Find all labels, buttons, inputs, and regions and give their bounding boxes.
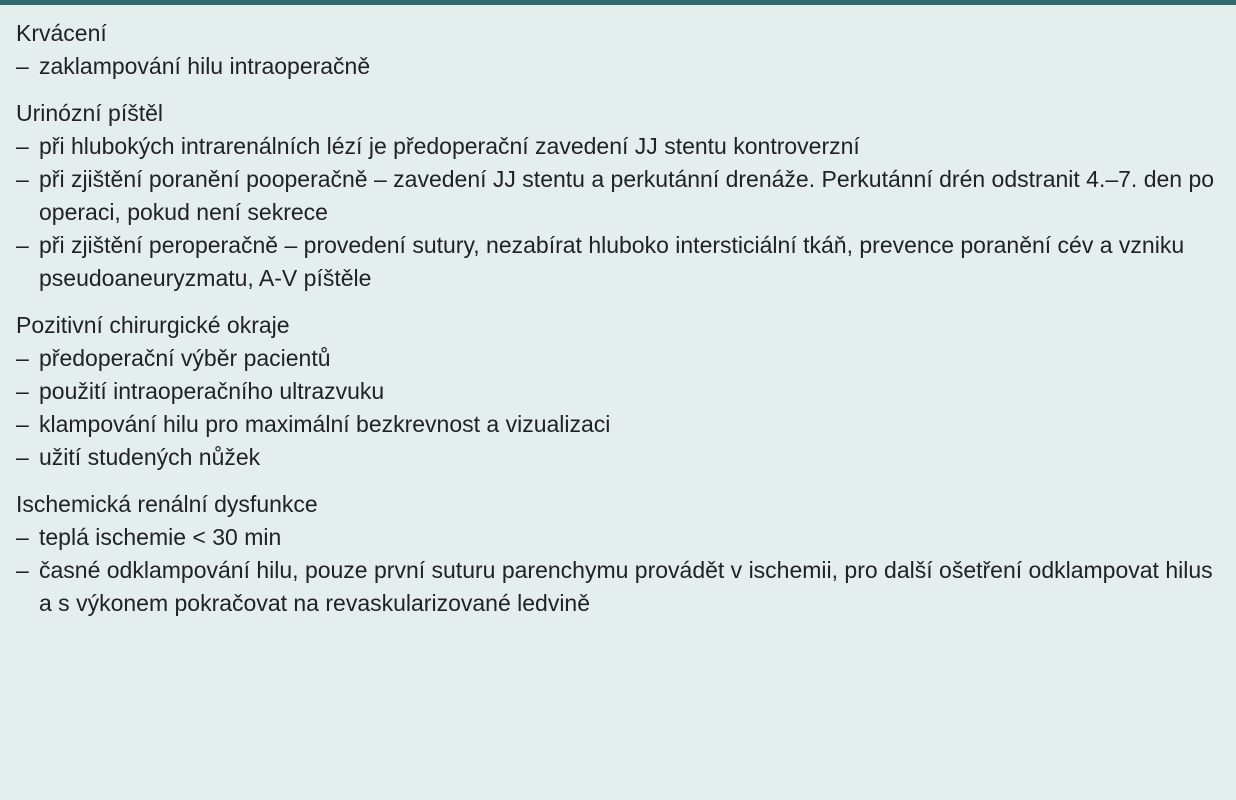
list-item-text: teplá ischemie < 30 min bbox=[39, 524, 282, 550]
dash-bullet: – bbox=[16, 444, 29, 470]
dash-bullet: – bbox=[16, 345, 29, 371]
dash-bullet: – bbox=[16, 557, 29, 583]
section-heading: Krvácení bbox=[16, 20, 107, 46]
list-item bbox=[16, 375, 1218, 408]
section-bleeding bbox=[16, 17, 1218, 83]
list-item-text: zaklampování hilu intraoperačně bbox=[39, 53, 371, 79]
list-item-text: časné odklampování hilu, pouze první suturu parenchymu provádět v ischemii, pro další ošetření odklampovat hilus a s výkonem pokračovat na revaskularizované ledvině bbox=[39, 557, 1213, 616]
dash-bullet: – bbox=[16, 378, 29, 404]
list-item-text: užití studených nůžek bbox=[39, 444, 261, 470]
list-item-text: klampování hilu pro maximální bezkrevnost a vizualizaci bbox=[39, 411, 611, 437]
dash-bullet: – bbox=[16, 232, 29, 258]
list-item bbox=[16, 342, 1218, 375]
list-item bbox=[16, 229, 1218, 295]
section-urinary-fistula bbox=[16, 97, 1218, 295]
section-ischemic-dysfunction bbox=[16, 488, 1218, 620]
list-item-text: při zjištění poranění pooperačně – zavedení JJ stentu a perkutánní drenáže. Perkutánní drén odstranit 4.–7. den po operaci, pokud není sekrece bbox=[39, 166, 1215, 225]
list-item-text: předoperační výběr pacientů bbox=[39, 345, 331, 371]
list-item bbox=[16, 163, 1218, 229]
dash-bullet: – bbox=[16, 524, 29, 550]
list-item bbox=[16, 521, 1218, 554]
dash-bullet: – bbox=[16, 166, 29, 192]
dash-bullet: – bbox=[16, 133, 29, 159]
list-item-text: při hlubokých intrarenálních lézí je předoperační zavedení JJ stentu kontroverzní bbox=[39, 133, 860, 159]
list-item bbox=[16, 130, 1218, 163]
section-heading: Urinózní píštěl bbox=[16, 100, 164, 126]
dash-bullet: – bbox=[16, 53, 29, 79]
section-heading: Ischemická renální dysfunkce bbox=[16, 491, 318, 517]
dash-bullet: – bbox=[16, 411, 29, 437]
list-item-text: při zjištění peroperačně – provedení sutury, nezabírat hluboko intersticiální tkáň, prevence poranění cév a vzniku pseudoaneuryzmatu, A-V píštěle bbox=[39, 232, 1185, 291]
section-positive-margins bbox=[16, 309, 1218, 474]
list-item bbox=[16, 441, 1218, 474]
list-item bbox=[16, 50, 1218, 83]
list-item-text: použití intraoperačního ultrazvuku bbox=[39, 378, 385, 404]
section-heading: Pozitivní chirurgické okraje bbox=[16, 312, 290, 338]
list-item bbox=[16, 408, 1218, 441]
list-item bbox=[16, 554, 1218, 620]
